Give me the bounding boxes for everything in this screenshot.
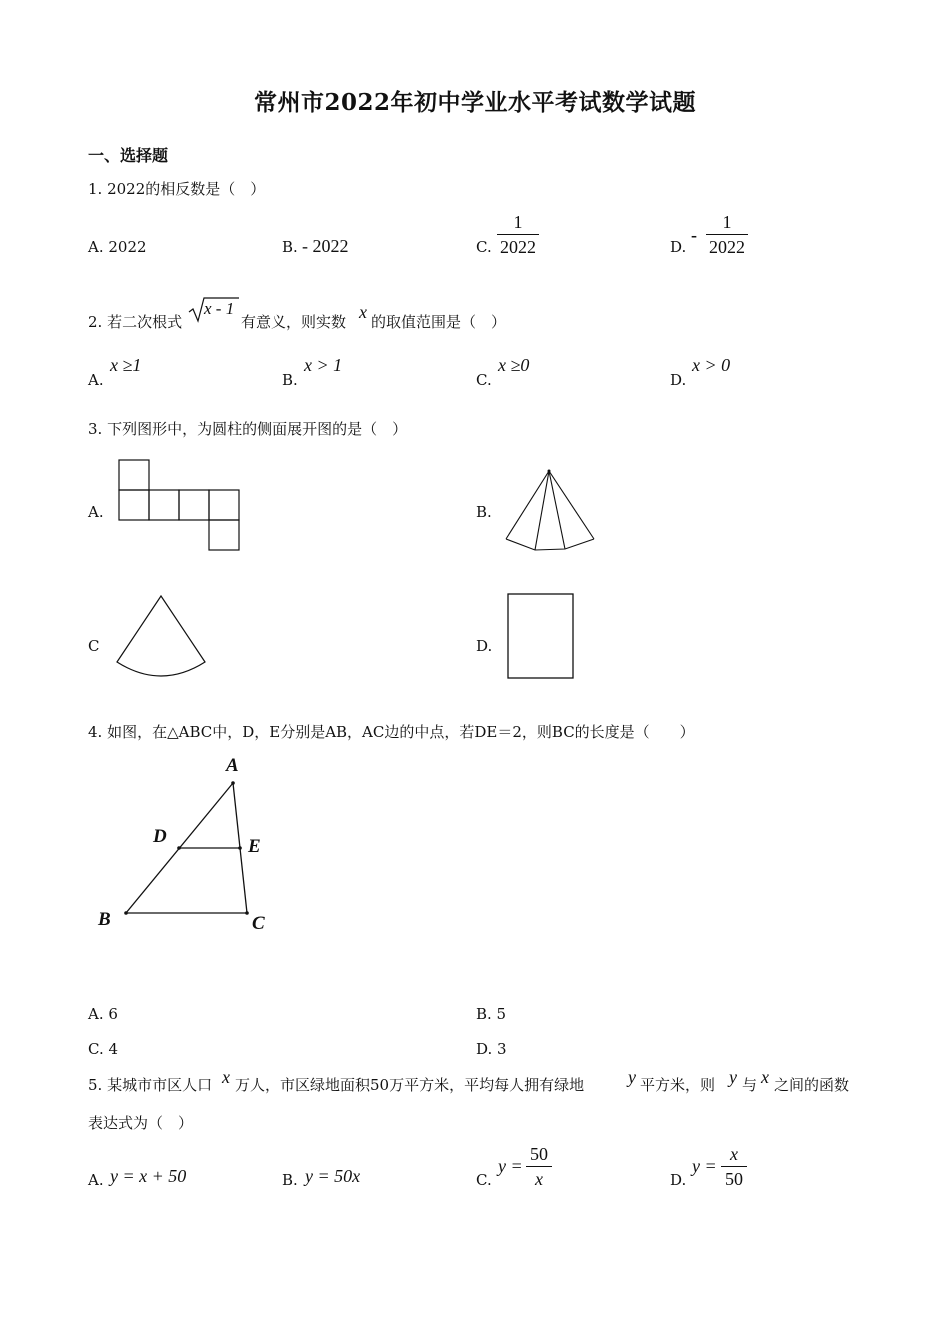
- q1-option-b-label: B.: [282, 238, 298, 256]
- pyramid-figure: [504, 469, 596, 553]
- q5-option-d-fraction: [721, 1144, 747, 1189]
- vertex-label-b: B: [98, 909, 111, 930]
- q2-option-d-math: x > 0: [692, 355, 731, 375]
- fraction-numerator: 1: [513, 212, 523, 232]
- q1-stem: 1. 2022的相反数是（ ）: [88, 180, 266, 198]
- q1-option-c-label: C.: [476, 238, 492, 256]
- vertex-label-a: A: [226, 755, 239, 776]
- q5-option-a-math: y = x + 50: [110, 1166, 187, 1186]
- q4-option-a: A. 6: [88, 1005, 118, 1023]
- q5-option-d-lhs: y =: [692, 1156, 717, 1176]
- q2-option-c-math: x ≥0: [498, 355, 530, 375]
- section-title: 一、选择题: [88, 146, 169, 165]
- q5-stem-part4: 与: [742, 1076, 758, 1094]
- q4-option-c: C. 4: [88, 1040, 119, 1058]
- q5-option-d-label: D.: [670, 1171, 687, 1189]
- q5-option-c-fraction: [526, 1144, 552, 1189]
- q2-option-c-label: C.: [476, 371, 492, 389]
- q1-option-d-label: D.: [670, 238, 687, 256]
- q5-var-x2: x: [761, 1067, 769, 1087]
- q2-option-a-label: A.: [88, 371, 104, 389]
- q5-option-c-lhs: y =: [498, 1156, 523, 1176]
- q5-stem-part1: 5. 某城市市区人口: [88, 1076, 213, 1094]
- q2-radicand: x - 1: [204, 299, 235, 318]
- q2-option-a-math: x ≥1: [110, 355, 142, 375]
- q5-option-b-label: B.: [282, 1171, 298, 1189]
- fraction-numerator: 50: [530, 1144, 548, 1164]
- q2-option-b-math: x > 1: [304, 355, 343, 375]
- q2-stem-part3: 的取值范围是（ ）: [371, 313, 507, 331]
- q2-option-d-label: D.: [670, 371, 687, 389]
- fraction-numerator: 1: [722, 212, 732, 232]
- vertex-label-e: E: [248, 836, 261, 857]
- q3-option-c-label: C: [88, 637, 100, 655]
- q5-option-a-label: A.: [88, 1171, 104, 1189]
- cube-net-figure: [118, 459, 242, 552]
- q5-option-b-math: y = 50x: [305, 1166, 361, 1186]
- q5-stem-line2: 表达式为（ ）: [88, 1114, 194, 1132]
- fraction-denominator: 50: [725, 1169, 743, 1189]
- q3-option-a-label: A.: [88, 503, 104, 521]
- q2-var-x: x: [359, 302, 367, 322]
- page-title: 常州市2022年初中学业水平考试数学试题: [253, 89, 696, 116]
- q4-option-b: B. 5: [476, 1005, 507, 1023]
- fraction-bar: [706, 234, 748, 235]
- q1-option-d-sign: -: [691, 225, 697, 245]
- fraction-numerator: x: [730, 1144, 738, 1164]
- q2-stem-part2: 有意义，则实数: [241, 313, 347, 331]
- q1-option-c-fraction: [497, 212, 539, 257]
- q3-stem: 3. 下列图形中，为圆柱的侧面展开图的是（ ）: [88, 420, 408, 438]
- vertex-label-d: D: [153, 826, 167, 847]
- q5-var-y2: y: [729, 1067, 737, 1087]
- q5-stem-part3: 平方米，则: [640, 1076, 716, 1094]
- q5-var-y: y: [628, 1067, 636, 1087]
- q2-option-b-label: B.: [282, 371, 298, 389]
- q2-stem-part1: 2. 若二次根式: [88, 313, 183, 331]
- q5-stem-part2: 万人，市区绿地面积50万平方米，平均每人拥有绿地: [235, 1076, 585, 1094]
- q4-option-d: D. 3: [476, 1040, 507, 1058]
- q1-option-a: A. 2022: [88, 238, 147, 256]
- fraction-denominator: 2022: [709, 237, 745, 257]
- q5-option-c-label: C.: [476, 1171, 492, 1189]
- fraction-bar: [721, 1166, 747, 1167]
- q4-stem: 4. 如图，在△ABC中，D，E分别是AB，AC边的中点，若DE＝2，则BC的长度是（ ）: [88, 723, 695, 741]
- q3-option-b-label: B.: [476, 503, 492, 521]
- fraction-denominator: 2022: [500, 237, 536, 257]
- sector-figure: [116, 594, 208, 680]
- q5-stem-part5: 之间的函数: [774, 1076, 850, 1094]
- fraction-bar: [526, 1166, 552, 1167]
- rectangle-figure: [507, 593, 575, 681]
- vertex-label-c: C: [252, 913, 265, 934]
- q1-option-b-value: - 2022: [302, 236, 349, 256]
- q3-option-d-label: D.: [476, 637, 493, 655]
- q1-option-d-fraction: [706, 212, 748, 257]
- fraction-denominator: x: [535, 1169, 543, 1189]
- q5-var-x: x: [222, 1067, 230, 1087]
- fraction-bar: [497, 234, 539, 235]
